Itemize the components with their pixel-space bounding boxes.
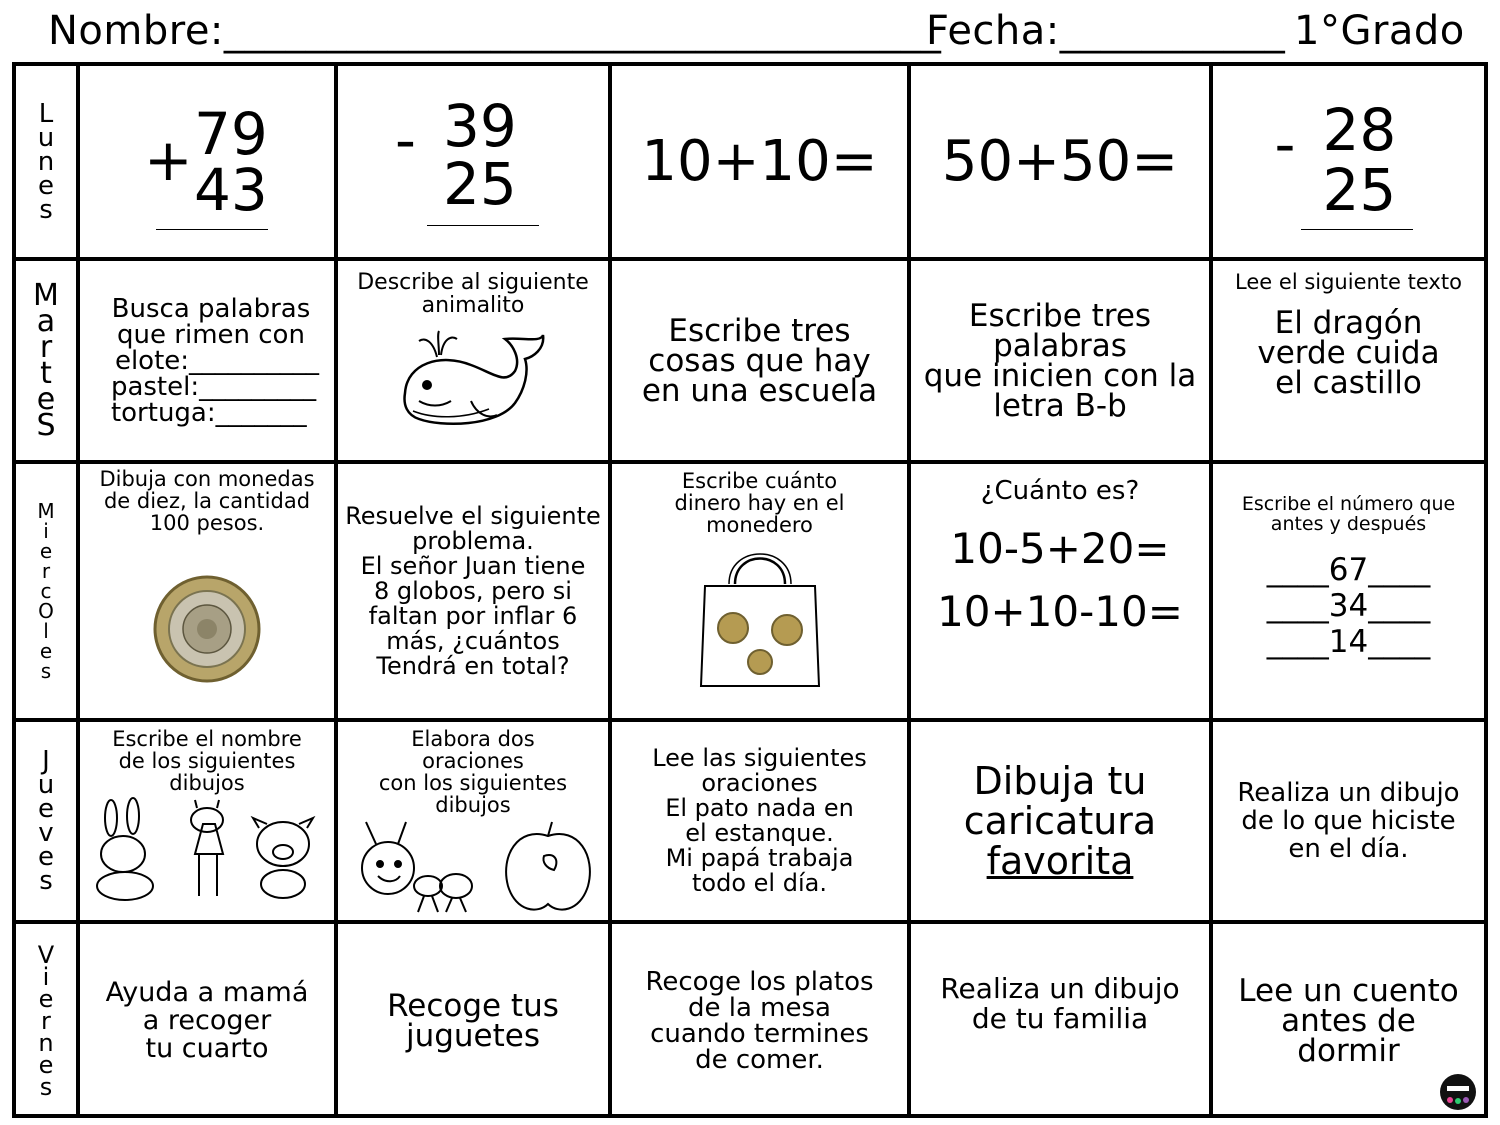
- instruction: Recoge los platos de la mesa cuando termines de comer.: [645, 967, 874, 1075]
- viernes-dishes: [612, 924, 907, 1118]
- miercoles-operations: [911, 464, 1209, 718]
- weekly-activity-grid: [12, 62, 1488, 1118]
- lunes-subtraction-1: [338, 66, 608, 257]
- miercoles-purse: [612, 464, 907, 718]
- instruction: Escribe el número que antes y después: [1241, 493, 1456, 535]
- equation: 10-5+20=: [950, 524, 1170, 573]
- day-label-lunes: [16, 66, 76, 257]
- lunes-subtraction-2: [1213, 66, 1484, 257]
- lunes-addition: [80, 66, 334, 257]
- coin-icon: [152, 574, 262, 684]
- number-sequence: ____67____ ____34____ ____14____: [1266, 552, 1431, 660]
- top-number: 79: [194, 99, 268, 168]
- ant-and-apple-icon: [348, 816, 598, 916]
- day-label-martes: [16, 261, 76, 460]
- top-number: 28: [1322, 95, 1397, 164]
- instruction: Dibuja con monedas de diez, la cantidad 100 pesos.: [99, 467, 315, 535]
- equation: 50+50=: [941, 129, 1179, 194]
- jueves-read-sentences: [612, 722, 907, 920]
- bottom-number: 25: [443, 149, 517, 218]
- jueves-name-drawings: [80, 722, 334, 920]
- viernes-toys: [338, 924, 608, 1118]
- martes-describe-animal: [338, 261, 608, 460]
- miercoles-problem: [338, 464, 608, 718]
- day-letters: M a r t e S: [33, 277, 59, 443]
- instruction: Escribe el nombre de los siguientes dibujos: [112, 727, 302, 795]
- bottom-number: 25: [1322, 155, 1397, 224]
- question: ¿Cuánto es?: [980, 476, 1140, 506]
- vertical-operation: [1274, 87, 1419, 237]
- top-number: 39: [443, 91, 517, 160]
- instruction: Lee el siguiente texto: [1235, 270, 1462, 294]
- viernes-tidy-room: [80, 924, 334, 1118]
- instruction: Realiza un dibujo de tu familia: [940, 972, 1180, 1035]
- instruction: Dibuja tu caricatura favorita: [963, 759, 1157, 883]
- logo-badge-icon: [1438, 1072, 1478, 1112]
- reading-text: Lee las siguientes oraciones El pato nada en el estanque. Mi papá trabaja todo el día.: [652, 744, 867, 897]
- equation: 10+10=: [641, 129, 878, 194]
- instruction: Escribe cuánto dinero hay en el monedero: [674, 469, 845, 537]
- instruction: Elabora dos oraciones con los siguientes dibujos: [378, 727, 568, 817]
- jueves-draw-day: [1213, 722, 1484, 920]
- day-label-miercoles: [16, 464, 76, 718]
- lunes-sum-50: [911, 66, 1209, 257]
- nombre-field: Nombre:___________________________________: [48, 8, 942, 54]
- instruction: Recoge tus juguetes: [387, 988, 559, 1054]
- martes-rhymes: [80, 261, 334, 460]
- answer-line: [1301, 229, 1413, 230]
- operator-sign: +: [144, 125, 193, 194]
- worksheet-header: [48, 8, 1465, 60]
- viernes-read-story: [1213, 924, 1484, 1118]
- instruction: Escribe tres cosas que hay en una escuela: [641, 312, 878, 409]
- jueves-draw-cartoon: [911, 722, 1209, 920]
- day-letters: J u e v e s: [37, 746, 55, 896]
- day-label-viernes: [16, 924, 76, 1118]
- instruction: Describe al siguiente animalito: [357, 270, 589, 318]
- day-letters: M i e r c O l e s: [37, 499, 55, 683]
- instruction: Lee un cuento antes de dormir: [1238, 973, 1459, 1069]
- answer-line: [156, 229, 268, 230]
- answer-line: [427, 225, 539, 226]
- purse-icon: [695, 544, 825, 694]
- instruction: Escribe tres palabras que inicien con la letra B-b: [923, 297, 1197, 424]
- equation: 10+10-10=: [937, 587, 1183, 636]
- jueves-sentences-drawings: [338, 722, 608, 920]
- rhyme-instructions: Busca palabras que rimen con elote:__________ pastel:_________ tortuga:_______: [110, 293, 320, 428]
- martes-school-things: [612, 261, 907, 460]
- lunes-sum-10: [612, 66, 907, 257]
- reading-text: El dragón verde cuida el castillo: [1257, 305, 1440, 401]
- day-letters: V i e r n e s: [37, 941, 55, 1101]
- martes-reading: [1213, 261, 1484, 460]
- miercoles-before-after: [1213, 464, 1484, 718]
- word-problem: Resuelve el siguiente problema. El señor Juan tiene 8 globos, pero si faltan por inflar 6 más, ¿cuántos Tendrá en total?: [345, 501, 601, 680]
- fecha-field: Fecha:___________: [926, 8, 1286, 54]
- bottom-number: 43: [194, 155, 268, 224]
- whale-icon: [393, 323, 553, 435]
- vertical-operation: [142, 87, 272, 237]
- miercoles-coins: [80, 464, 334, 718]
- instruction: Ayuda a mamá a recoger tu cuarto: [105, 977, 309, 1064]
- day-label-jueves: [16, 722, 76, 920]
- day-letters: L u n e s: [37, 98, 55, 225]
- instruction: Realiza un dibujo de lo que hiciste en el día.: [1237, 778, 1460, 864]
- grade-label: 1°Grado: [1294, 8, 1465, 54]
- operator-sign: -: [395, 105, 416, 174]
- viernes-family-drawing: [911, 924, 1209, 1118]
- operator-sign: -: [1274, 109, 1296, 178]
- animals-icon: [87, 794, 327, 904]
- martes-letter-b: [911, 261, 1209, 460]
- vertical-operation: [395, 87, 543, 237]
